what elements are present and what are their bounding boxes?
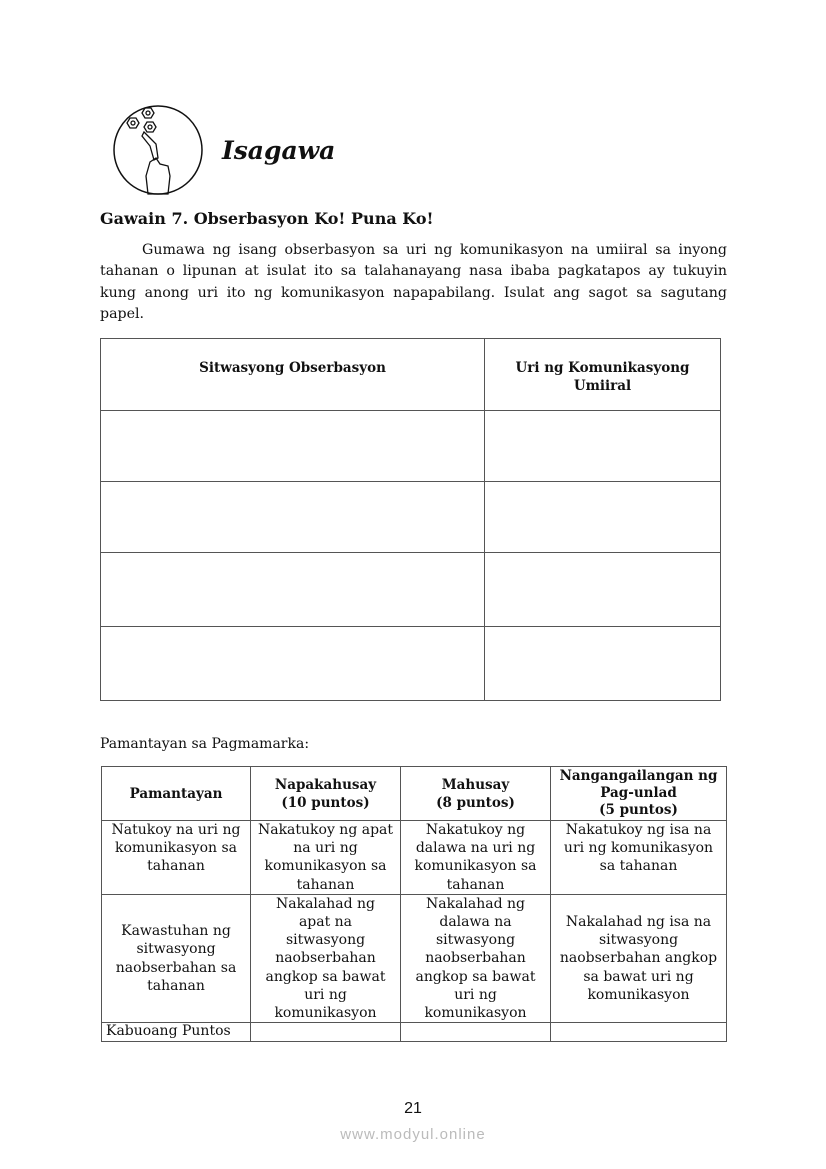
hand-wrench-bolts-icon bbox=[112, 104, 204, 196]
total-label: Kabuoang Puntos bbox=[102, 1023, 251, 1042]
answer-cell[interactable] bbox=[485, 553, 721, 627]
rubric-cell: Nakatukoy ng isa na uri ng komunikasyon sa tahanan bbox=[551, 821, 727, 895]
table-row bbox=[101, 482, 721, 553]
header-cell: Pamantayan bbox=[102, 767, 251, 821]
header-cell: Nangangailangan ng Pag-unlad (5 puntos) bbox=[551, 767, 727, 821]
table-row bbox=[102, 894, 727, 1022]
rubric-cell: Nakalahad ng apat na sitwasyong naobserbahan angkop sa bawat uri ng komunikasyon bbox=[251, 894, 401, 1022]
answer-cell[interactable] bbox=[485, 627, 721, 701]
score-cell[interactable] bbox=[551, 1023, 727, 1042]
rubric-cell: Nakatukoy ng apat na uri ng komunikasyon sa tahanan bbox=[251, 821, 401, 895]
rubric-cell: Nakatukoy ng dalawa na uri ng komunikasyon sa tahanan bbox=[401, 821, 551, 895]
header-cell: Napakahusay (10 puntos) bbox=[251, 767, 401, 821]
answer-cell[interactable] bbox=[101, 553, 485, 627]
answer-cell[interactable] bbox=[101, 482, 485, 553]
page-number: 21 bbox=[404, 1100, 422, 1117]
header-cell: Sitwasyong Obserbasyon bbox=[101, 339, 485, 411]
watermark: www.modyul.online bbox=[340, 1126, 486, 1143]
table-row bbox=[101, 627, 721, 701]
answer-cell[interactable] bbox=[101, 411, 485, 482]
rubric-cell: Nakalahad ng isa na sitwasyong naobserbahan angkop sa bawat uri ng komunikasyon bbox=[551, 894, 727, 1022]
table-row bbox=[101, 553, 721, 627]
table-row bbox=[102, 821, 727, 895]
header-cell: Uri ng Komunikasyong Umiiral bbox=[485, 339, 721, 411]
score-cell[interactable] bbox=[401, 1023, 551, 1042]
answer-cell[interactable] bbox=[101, 627, 485, 701]
score-cell[interactable] bbox=[251, 1023, 401, 1042]
criterion-cell: Kawastuhan ng sitwasyong naobserbahan sa tahanan bbox=[102, 894, 251, 1022]
rubric-table bbox=[101, 766, 727, 1042]
observation-table bbox=[100, 338, 721, 701]
section-title: Isagawa bbox=[222, 136, 336, 165]
rubric-cell: Nakalahad ng dalawa na sitwasyong naobserbahan angkop sa bawat uri ng komunikasyon bbox=[401, 894, 551, 1022]
rubric-label: Pamantayan sa Pagmamarka: bbox=[100, 736, 310, 752]
table-row bbox=[101, 411, 721, 482]
activity-heading: Gawain 7. Obserbasyon Ko! Puna Ko! bbox=[100, 209, 434, 228]
answer-cell[interactable] bbox=[485, 482, 721, 553]
activity-instructions: Gumawa ng isang obserbasyon sa uri ng komunikasyon na umiiral sa inyong tahanan o lipunan at isulat ito sa talahanayang nasa ibaba pagkatapos ay tukuyin kung anong uri ito ng komunikasyon napapabilang. Isulat ang sagot sa sagutang papel. bbox=[100, 242, 727, 322]
header-cell: Mahusay (8 puntos) bbox=[401, 767, 551, 821]
criterion-cell: Natukoy na uri ng komunikasyon sa tahanan bbox=[102, 821, 251, 895]
table-row bbox=[102, 1023, 727, 1042]
answer-cell[interactable] bbox=[485, 411, 721, 482]
